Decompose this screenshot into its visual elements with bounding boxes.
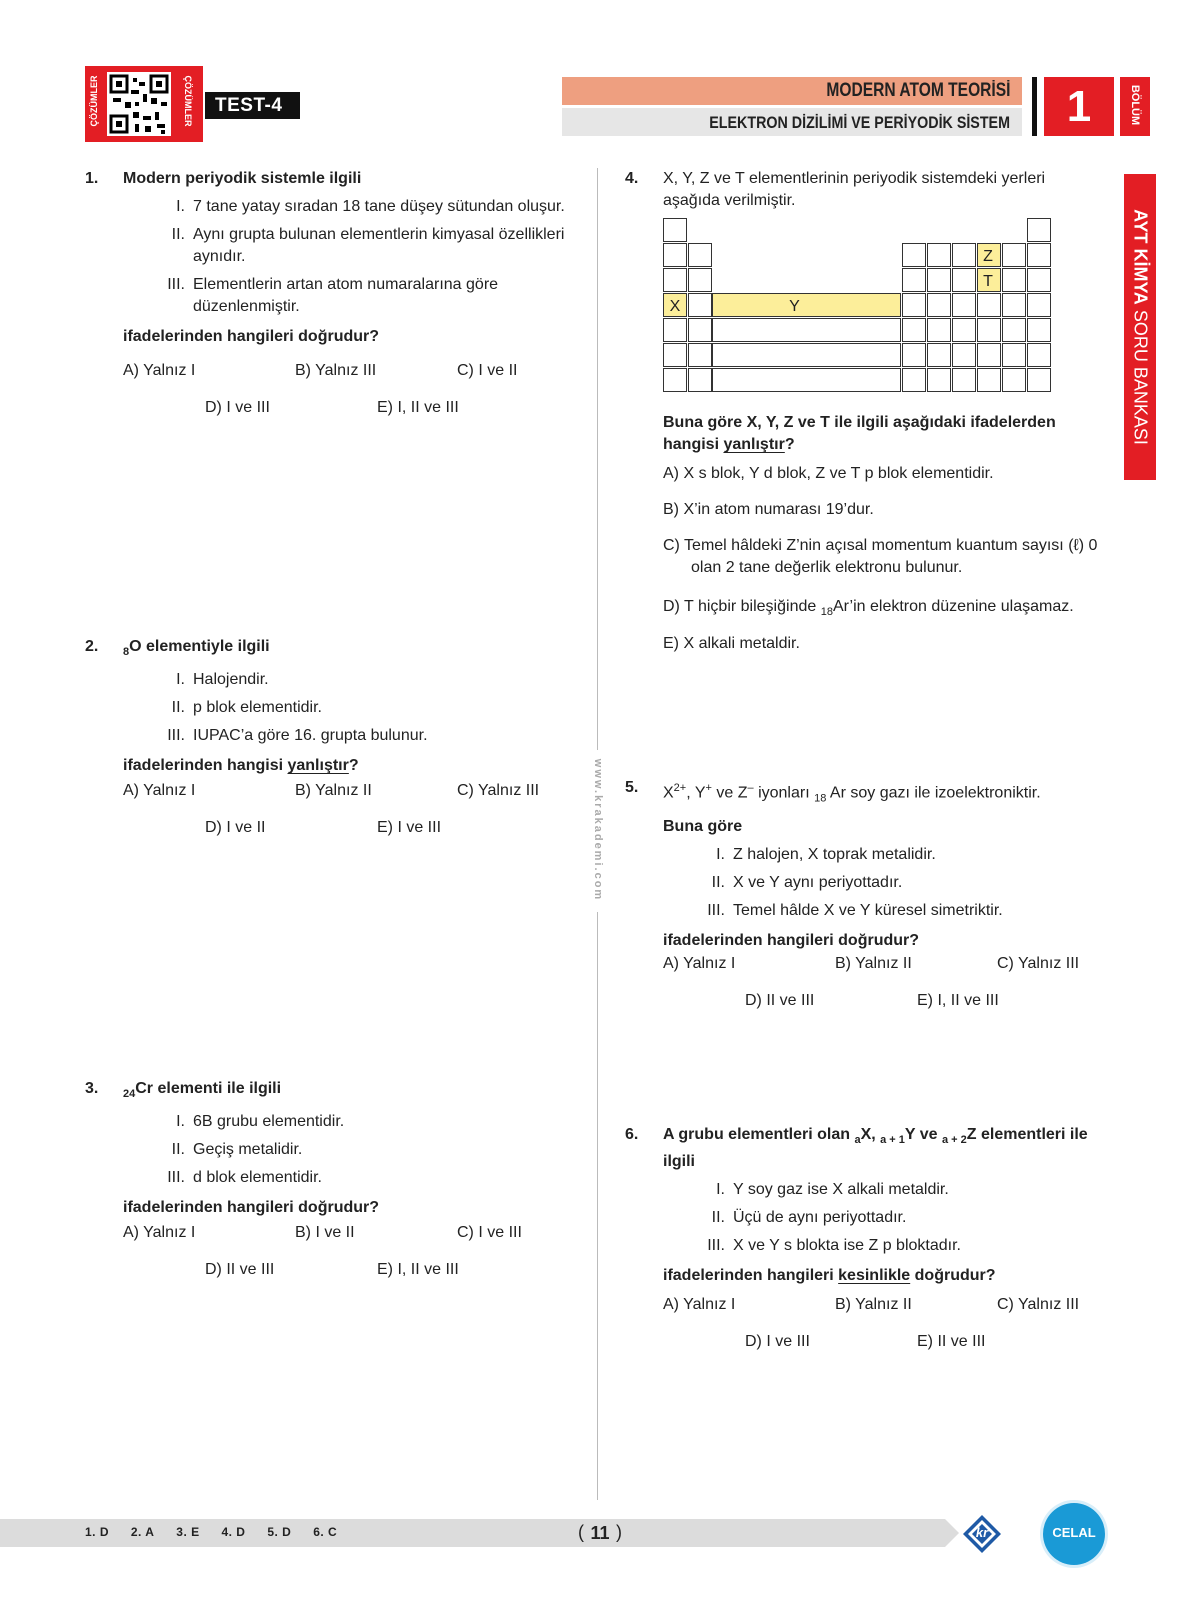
- question-4: [625, 168, 1120, 658]
- question-number: 3.: [85, 1080, 99, 1097]
- pt-cell: [1002, 318, 1026, 342]
- option-c[interactable]: C) Yalnız III: [997, 1296, 1080, 1313]
- option-e[interactable]: E) I, II ve III: [377, 1261, 459, 1278]
- pt-cell: [977, 368, 1001, 392]
- pt-cell: [663, 368, 687, 392]
- pt-cell: [952, 268, 976, 292]
- question-stem: A grubu elementleri olan $_a$X, $_{a + 1}$Y ve $_{a + 2}$Z elementleri ile ilgili: [663, 1126, 1088, 1171]
- pt-cell: [688, 318, 712, 342]
- pt-cell: [1002, 243, 1026, 267]
- question-number: 6.: [625, 1126, 639, 1143]
- option-c[interactable]: C) Temel hâldeki Z’nin açısal momentum kuantum sayısı (ℓ) 0 olan 2 tane değerlik elektronu bulunur.: [663, 537, 1098, 576]
- pt-cell: [952, 343, 976, 367]
- option-b[interactable]: B) I ve II: [295, 1224, 355, 1241]
- pt-cell: [1002, 343, 1026, 367]
- pt-cell: [663, 243, 687, 267]
- question-number: 5.: [625, 779, 639, 796]
- question-number: 2.: [85, 638, 99, 655]
- pt-cell: [902, 343, 926, 367]
- pt-cell: [1002, 268, 1026, 292]
- pt-cell: [1002, 368, 1026, 392]
- pt-cell: [663, 318, 687, 342]
- chapter-label-box: [1120, 77, 1150, 136]
- chapter-label: BÖLÜM: [1129, 84, 1141, 126]
- answer-3: 3. E: [176, 1525, 200, 1539]
- pt-cell: [663, 268, 687, 292]
- label-y: Y: [789, 298, 800, 315]
- side-tab: [1124, 174, 1156, 480]
- question-1: [85, 168, 585, 418]
- pt-cell: [1027, 293, 1051, 317]
- pt-cell: [977, 318, 1001, 342]
- statement-item: III . Elementlerin artan atom numaralarına göre düzenlenmiştir.: [145, 274, 583, 318]
- page-title: MODERN ATOM TEORİSİ: [825, 80, 1010, 101]
- pt-cell: [952, 318, 976, 342]
- pt-cell: [688, 268, 712, 292]
- statement-item: II . Aynı grupta bulunan elementlerin kimyasal özellikleri aynıdır.: [145, 224, 583, 268]
- statement-item: II . X ve Y aynı periyottadır.: [685, 872, 1123, 894]
- option-c[interactable]: C) Yalnız III: [457, 782, 540, 799]
- qr-code-icon[interactable]: [107, 72, 171, 136]
- pt-cell: [927, 243, 951, 267]
- watermark: www.krakademi.com: [592, 758, 604, 902]
- pt-cell: [977, 343, 1001, 367]
- periodic-table-diagram: [663, 218, 1063, 398]
- qr-badge: [85, 66, 203, 142]
- option-d[interactable]: D) I ve III: [745, 1333, 810, 1350]
- question-lead: Buna göre: [663, 817, 743, 835]
- pt-d-block-row: [712, 368, 901, 392]
- question-stem: X, Y, Z ve T elementlerinin periyodik sistemdeki yerleri aşağıda verilmiştir.: [663, 170, 1046, 209]
- pt-cell: [927, 268, 951, 292]
- answer-5: 5. D: [267, 1525, 292, 1539]
- celal-logo: CELAL: [1043, 1503, 1105, 1565]
- pt-cell: [1027, 243, 1051, 267]
- pt-cell: [927, 343, 951, 367]
- pt-cell: [688, 293, 712, 317]
- question-prompt: ifadelerinden hangileri doğrudur?: [123, 1199, 380, 1217]
- subtitle-bar: [562, 108, 1022, 136]
- test-label: TEST-4: [205, 92, 300, 119]
- question-number: 4.: [625, 170, 639, 187]
- label-t: T: [983, 273, 993, 290]
- pt-cell: [952, 243, 976, 267]
- question-prompt: ifadelerinden hangileri doğrudur?: [123, 328, 380, 345]
- kr-logo: kr: [962, 1514, 1002, 1554]
- answer-2: 2. A: [130, 1525, 155, 1539]
- pt-cell: [952, 293, 976, 317]
- option-e[interactable]: E) X alkali metaldir.: [663, 635, 800, 652]
- pt-cell: [902, 243, 926, 267]
- option-c[interactable]: C) I ve II: [457, 362, 518, 379]
- pt-cell: [1027, 218, 1051, 242]
- option-d[interactable]: D) T hiçbir bileşiğinde $_{18}$Ar’in elektron düzenine ulaşamaz.: [663, 598, 1074, 619]
- title-bar: [562, 77, 1022, 105]
- option-b[interactable]: B) Yalnız II: [835, 1296, 912, 1313]
- option-e[interactable]: E) I, II ve III: [917, 992, 999, 1009]
- statement-item: III . X ve Y s blokta ise Z p bloktadır.: [685, 1235, 1113, 1257]
- pt-cell: [927, 318, 951, 342]
- pt-cell: [1027, 343, 1051, 367]
- answer-6: 6. C: [313, 1525, 338, 1539]
- page-number: ( 11 ): [578, 1522, 622, 1543]
- question-2: [85, 636, 585, 836]
- statement-item: II . p blok elementidir.: [145, 697, 583, 719]
- question-prompt: ifadelerinden hangileri doğrudur?: [663, 931, 920, 949]
- page-subtitle: ELEKTRON DİZİLİMİ VE PERİYODİK SİSTEM: [709, 113, 1010, 132]
- pt-cell: [1027, 318, 1051, 342]
- option-e[interactable]: E) II ve III: [917, 1333, 986, 1350]
- column-divider-bottom: [597, 912, 598, 1500]
- question-stem: Modern periyodik sistemle ilgili: [123, 170, 362, 187]
- pt-d-block-row: [712, 318, 901, 342]
- statement-item: III . Temel hâlde X ve Y küresel simetriktir.: [685, 900, 1123, 922]
- answer-1: 1. D: [85, 1525, 110, 1539]
- option-c[interactable]: C) I ve III: [457, 1224, 522, 1241]
- option-a[interactable]: A) Yalnız I: [663, 1296, 736, 1313]
- option-b[interactable]: B) Yalnız II: [835, 955, 912, 972]
- side-tab-bold: AYT KİMYA: [1130, 209, 1151, 305]
- option-b[interactable]: B) X’in atom numarası 19’dur.: [663, 501, 874, 518]
- option-b[interactable]: B) Yalnız III: [295, 362, 377, 379]
- cozumler-vertical-left: ÇÖZÜMLER: [89, 75, 99, 127]
- column-divider-top: [597, 168, 598, 750]
- option-b[interactable]: B) Yalnız II: [295, 782, 372, 799]
- question-stem: $_{24}$Cr elementi ile ilgili: [123, 1080, 282, 1101]
- footer-arrow: [945, 1519, 959, 1547]
- option-a[interactable]: A) Yalnız I: [123, 362, 196, 379]
- option-d[interactable]: D) II ve III: [745, 992, 815, 1009]
- statement-item: III . IUPAC’a göre 16. grupta bulunur.: [145, 725, 583, 747]
- answer-key: [85, 1525, 355, 1539]
- pt-cell: [688, 343, 712, 367]
- pt-cell: [902, 268, 926, 292]
- answer-4: 4. D: [221, 1525, 246, 1539]
- side-tab-rest: SORU BANKASI: [1130, 309, 1151, 445]
- cozumler-vertical-right: ÇÖZÜMLER: [183, 75, 193, 127]
- statement-item: I . Y soy gaz ise X alkali metaldir.: [685, 1179, 1113, 1201]
- pt-cell: [902, 318, 926, 342]
- pt-cell: [1002, 293, 1026, 317]
- statement-item: I . 7 tane yatay sıradan 18 tane düşey sütundan oluşur.: [145, 196, 583, 218]
- pt-cell: [663, 343, 687, 367]
- question-6: [625, 1124, 1120, 1364]
- question-stem: $_8$O elementiyle ilgili: [123, 638, 270, 659]
- question-number: 1.: [85, 170, 99, 187]
- pt-cell: [902, 368, 926, 392]
- pt-cell: [927, 368, 951, 392]
- pt-cell: [927, 293, 951, 317]
- statement-item: I . 6B grubu elementidir.: [145, 1111, 583, 1133]
- statement-item: II . Geçiş metalidir.: [145, 1139, 583, 1161]
- statement-item: II . Üçü de aynı periyottadır.: [685, 1207, 1113, 1229]
- pt-cell: [977, 293, 1001, 317]
- option-e[interactable]: E) I ve III: [377, 819, 442, 836]
- question-prompt: Buna göre X, Y, Z ve T ile ilgili aşağıdaki ifadelerden hangisi yanlıştır?: [663, 414, 1056, 453]
- pt-cell: [1027, 368, 1051, 392]
- chapter-number: 1: [1044, 77, 1114, 136]
- question-prompt: ifadelerinden hangileri kesinlikle doğrudur?: [663, 1267, 996, 1285]
- question-3: [85, 1078, 585, 1278]
- option-c[interactable]: C) Yalnız III: [997, 955, 1080, 972]
- pt-cell: [688, 368, 712, 392]
- option-a[interactable]: A) Yalnız I: [123, 782, 196, 799]
- option-a[interactable]: A) Yalnız I: [123, 1224, 196, 1241]
- option-a[interactable]: A) Yalnız I: [663, 955, 736, 972]
- question-stem: $X^{2+}$, Y+ ve Z– iyonları $_{18}$ Ar soy gazı ile izoelektroniktir.: [663, 782, 1041, 805]
- label-z: Z: [983, 248, 993, 265]
- option-a[interactable]: A) X s blok, Y d blok, Z ve T p blok elementidir.: [663, 465, 994, 482]
- divider-bar: [1032, 77, 1037, 136]
- statement-item: III . d blok elementidir.: [145, 1167, 583, 1189]
- pt-d-block-row: [712, 343, 901, 367]
- option-d[interactable]: D) I ve III: [205, 399, 270, 416]
- pt-cell: [688, 243, 712, 267]
- statement-item: I . Z halojen, X toprak metalidir.: [685, 844, 1123, 866]
- option-e[interactable]: E) I, II ve III: [377, 399, 459, 416]
- question-prompt: ifadelerinden hangisi yanlıştır?: [123, 757, 359, 775]
- statement-item: I . Halojendir.: [145, 669, 583, 691]
- option-d[interactable]: D) I ve II: [205, 819, 266, 836]
- label-x: X: [669, 298, 681, 315]
- pt-cell: [902, 293, 926, 317]
- pt-cell: [1027, 268, 1051, 292]
- question-5: [625, 777, 1120, 1017]
- option-d[interactable]: D) II ve III: [205, 1261, 275, 1278]
- pt-cell: [663, 218, 687, 242]
- pt-cell: [952, 368, 976, 392]
